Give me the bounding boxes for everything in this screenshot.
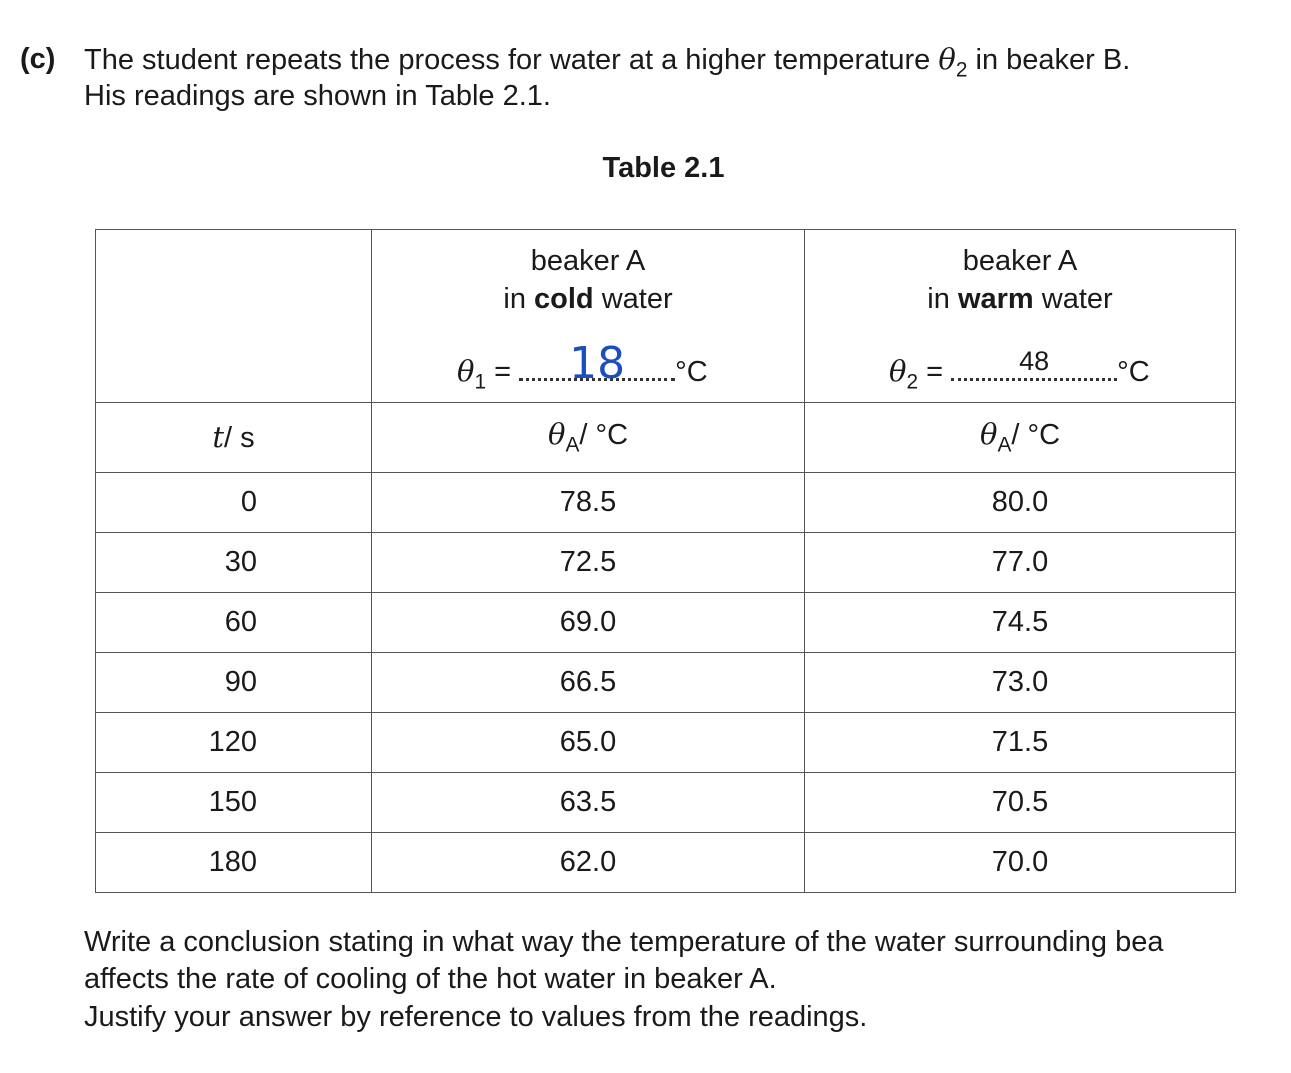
header-warm-water (805, 230, 1236, 403)
time-cell: 0 (96, 473, 372, 533)
time-cell: 30 (96, 533, 372, 593)
readings-table (95, 229, 1236, 893)
warm-temp-cell: 71.5 (805, 713, 1236, 773)
cold-temp-cell: 63.5 (372, 773, 805, 833)
theta1-handwritten-value: 18 (569, 338, 626, 389)
table-row (96, 653, 1236, 713)
time-cell: 120 (96, 713, 372, 773)
theta2-value: 48 (1019, 346, 1050, 376)
warm-temp-cell: 77.0 (805, 533, 1236, 593)
conclusion-line3: Justify your answer by reference to values from the readings. (84, 1001, 868, 1033)
header-cold-line1: beaker A (530, 245, 646, 277)
cold-temp-cell: 65.0 (372, 713, 805, 773)
table-row (96, 833, 1236, 893)
table-header-row (96, 230, 1236, 403)
table-caption: Table 2.1 (602, 152, 725, 184)
header-cold-water (372, 230, 805, 403)
cold-temp-cell: 69.0 (372, 593, 805, 653)
conclusion-line1: Write a conclusion stating in what way the temperature of the water surrounding bea (84, 926, 1164, 958)
cold-temp-cell: 62.0 (372, 833, 805, 893)
cold-temp-cell: 78.5 (372, 473, 805, 533)
warm-temp-cell: 73.0 (805, 653, 1236, 713)
table-row (96, 773, 1236, 833)
cold-temp-cell: 72.5 (372, 533, 805, 593)
cold-unit-cell: $\theta_A/$ °C (372, 403, 805, 473)
time-cell: 150 (96, 773, 372, 833)
intro-text-b: in beaker B. (975, 44, 1131, 76)
header-empty-cell (96, 230, 372, 403)
time-cell: 90 (96, 653, 372, 713)
warm-temp-cell: 80.0 (805, 473, 1236, 533)
intro-text-a: The student repeats the process for water at a higher temperature (84, 44, 931, 76)
cold-temp-cell: 66.5 (372, 653, 805, 713)
theta2-unit: °C (1117, 356, 1150, 388)
header-warm-line2: in warm water (927, 283, 1113, 315)
time-cell: 60 (96, 593, 372, 653)
warm-unit-cell: $\theta_A/$ °C (805, 403, 1236, 473)
header-warm-line1: beaker A (962, 245, 1078, 277)
table-row (96, 473, 1236, 533)
warm-temp-cell: 70.5 (805, 773, 1236, 833)
time-cell: 180 (96, 833, 372, 893)
warm-temp-cell: 70.0 (805, 833, 1236, 893)
theta2-answer-line[interactable] (951, 346, 1117, 381)
conclusion-line2: affects the rate of cooling of the hot water in beaker A. (84, 963, 777, 995)
question-label: (c) (20, 43, 56, 75)
table-row (96, 593, 1236, 653)
theta1-unit: °C (675, 356, 708, 388)
table-row (96, 533, 1236, 593)
table-row (96, 713, 1236, 773)
time-unit-cell: t/ s (96, 403, 372, 473)
question-intro-line2: His readings are shown in Table 2.1. (84, 80, 551, 112)
table-unit-row (96, 403, 1236, 473)
theta2-equation: $\theta_2$ = 48 °C (889, 346, 1150, 394)
theta2-symbol: $\theta_2$ (938, 42, 968, 82)
warm-temp-cell: 74.5 (805, 593, 1236, 653)
theta1-equation: $\theta_1$ = 18 °C (457, 338, 708, 394)
header-cold-line2: in cold water (503, 283, 673, 315)
